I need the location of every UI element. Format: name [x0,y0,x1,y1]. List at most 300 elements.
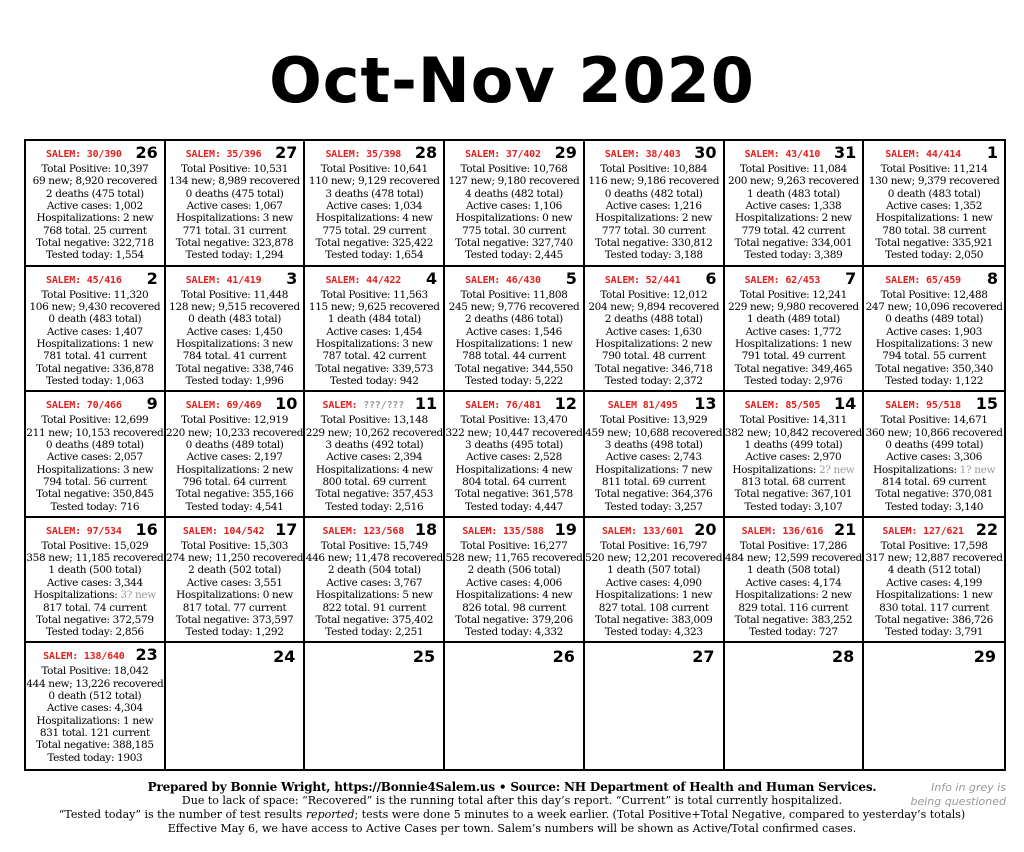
day-cell [305,141,445,267]
stat-line: 459 new; 10,688 recovered [585,426,723,439]
footer-note-tested [0,808,1024,822]
stat-line: 106 new; 9,430 recovered [29,300,161,313]
footer-note-tested-c: ; tests were done 5 minutes to a week earlier. (Total Positive+Total Negative, compared to yesterday’s totals) [354,808,966,821]
stat-line: Total negative: 364,376 [594,488,713,501]
stat-line: 791 total. 49 current [741,350,846,363]
salem-cases-label [725,400,841,411]
stat-line: 1 death (489 total) [747,313,840,326]
day-number: 2 [146,268,158,288]
day-number: 26 [135,143,158,162]
stat-line: Hospitalizations: 2 new [36,212,154,225]
day-stats [305,540,443,639]
salem-cases-label [26,149,142,160]
stat-line: Hospitalizations: 3 new [36,463,154,476]
stat-line: Tested today: 3,389 [744,249,843,262]
day-stats [864,414,1004,513]
stat-line: 317 new; 12,887 recovered [865,552,1003,565]
stat-line: Total Positive: 13,470 [460,414,568,427]
stat-line: Hospitalizations: 3 new [176,212,293,225]
stat-line: Tested today: 3,107 [744,500,843,513]
stat-line: Active cases: 4,199 [886,576,983,589]
day-cell [585,518,725,644]
stat-line: Total negative: 350,340 [875,362,993,375]
stat-line: Total Positive: 11,214 [880,163,988,175]
day-stats [585,414,723,513]
day-cell-header [725,394,863,414]
stat-line: 777 total. 30 current [601,224,706,237]
salem-cases-label [864,526,982,537]
stat-line: Active cases: 1,002 [46,200,143,213]
stat-line: Total Positive: 10,397 [41,163,149,175]
stat-line: Active cases: 1,903 [886,325,983,338]
day-stats [26,163,164,262]
day-cell-header [26,269,164,289]
stat-line: Hospitalizations: 1 new [595,589,713,602]
salem-cases-text: SALEM: 138/640 [43,651,125,663]
stat-line: Active cases: 1,338 [745,200,842,213]
stat-line: 0 death (512 total) [48,690,142,703]
stat-line: 2 deaths (475 total) [45,187,144,200]
day-cell-header [305,143,443,163]
day-number: 6 [705,268,717,288]
stat-line: Total negative: 373,597 [175,613,294,626]
stat-line: 775 total. 29 current [322,224,427,237]
stat-line: Hospitalizations: 2 new [735,212,852,225]
day-number: 1 [986,143,998,162]
day-cell [864,643,1004,769]
stat-line: Hospitalizations: 3 new [875,337,993,350]
stat-line: 0 death (483 total) [887,187,981,200]
stat-line: 788 total. 44 current [462,350,566,363]
stat-line: Hospitalizations: 3 new [315,337,433,350]
stat-line: 0 death (483 total) [188,313,281,326]
stat-line: Active cases: 4,090 [605,576,702,589]
salem-cases-label [445,275,561,286]
salem-cases-label [166,526,282,537]
day-cell [725,392,865,518]
stat-line: 2 death (506 total) [467,564,561,577]
salem-cases-text: SALEM: 46/430 [465,274,541,286]
stat-line: Hospitalizations: 3 new [176,337,293,350]
footer-notes [0,780,1024,836]
stat-line: 110 new; 9,129 recovered [308,175,440,188]
stat-line: 520 new; 12,201 recovered [585,552,723,565]
salem-cases-label [166,400,282,411]
day-cell-header [725,143,863,163]
stat-line: 800 total. 69 current [322,475,427,488]
stat-line: Hospitalizations: 1 new [735,337,852,350]
day-cell-header [166,645,304,665]
stat-line: 3 deaths (492 total) [325,438,424,451]
stat-line: Active cases: 1,352 [886,200,983,213]
stat-line: 220 new; 10,233 recovered [166,426,304,439]
day-number: 4 [426,268,438,288]
salem-cases-label [305,400,421,411]
stat-line: Tested today: 1,654 [325,249,424,262]
stat-line: Hospitalizations: 5 new [315,589,433,602]
stat-line-hospitalizations [725,464,863,476]
day-cell-header [445,143,583,163]
stat-line: Active cases: 1,546 [466,325,562,338]
day-stats [166,540,304,639]
stat-line: Tested today: 2,976 [744,375,843,387]
stat-line: Tested today: 2,251 [325,626,424,639]
stat-line: 794 total. 55 current [882,350,986,363]
stat-line: Tested today: 2,372 [604,375,703,387]
stat-line: 787 total. 42 current [322,350,427,363]
day-cell [445,141,585,267]
salem-cases-label [864,400,982,411]
stat-line: 528 new; 11,765 recovered [445,552,583,565]
stat-line: Active cases: 1,630 [605,325,702,338]
stat-line: Tested today: 1,554 [45,249,144,262]
day-cell-header [26,143,164,163]
day-number: 29 [554,143,577,162]
stat-line: 358 new; 11,185 recovered [26,552,164,565]
day-stats [166,289,304,388]
stat-line: Hospitalizations: 1 new [875,589,993,602]
stat-line: 804 total. 64 current [462,475,566,488]
day-number: 17 [275,519,298,539]
salem-cases-label [725,149,841,160]
day-cell [445,643,585,769]
day-number: 26 [552,647,575,667]
stat-line: Active cases: 2,743 [605,451,702,464]
stat-line: Active cases: 1,450 [186,325,283,338]
day-cell [585,643,725,769]
stat-line: Total negative: 367,101 [734,488,853,501]
stat-line: Total Positive: 11,448 [181,288,289,301]
salem-cases-label [166,275,282,286]
footer-note-tested-b: reported [305,808,355,821]
salem-cases-text: SALEM: 76/481 [465,400,541,412]
stat-line: 768 total. 25 current [43,224,147,237]
day-cell-header [305,520,443,540]
day-cell [725,643,865,769]
stat-line: 200 new; 9,263 recovered [728,175,859,188]
salem-cases-text: SALEM: 133/601 [601,525,684,537]
day-number: 7 [845,268,857,288]
stat-line: Active cases: 3,551 [186,576,283,589]
day-cell-header [445,645,583,665]
stat-line: 0 deaths (489 total) [185,438,284,451]
stat-line: 794 total. 56 current [43,475,147,488]
day-number: 15 [975,394,998,414]
salem-cases-label [585,400,701,411]
stat-line: Tested today: 2,856 [45,626,144,639]
day-stats [864,163,1004,262]
stat-line: Active cases: 3,306 [886,451,983,464]
day-stats [585,540,723,639]
day-cell-header [445,394,583,414]
stat-line: Total Positive: 11,320 [41,288,149,301]
grey-info-note [896,781,1006,809]
stat-line: Total Positive: 18,042 [41,665,149,678]
stat-line: Total negative: 323,878 [175,237,294,250]
hospitalizations-questioned: 3? new [120,589,156,602]
stat-line: Total negative: 346,718 [594,362,713,375]
day-stats [166,163,304,262]
day-number: 24 [273,647,296,667]
stat-line: 322 new; 10,447 recovered [445,426,583,439]
stat-line: Tested today: 1903 [47,751,143,764]
stat-line: 1 deaths (499 total) [744,438,843,451]
stat-line: 127 new; 9,180 recovered [448,175,580,188]
stat-line: Hospitalizations: 2 new [176,463,293,476]
day-number: 27 [692,647,715,667]
stat-line: 831 total. 121 current [39,727,150,740]
day-cell [26,392,166,518]
salem-cases-text: SALEM: 136/616 [741,525,824,537]
stat-line: Hospitalizations: 4 new [315,463,433,476]
salem-cases-label [725,526,841,537]
day-cell [585,141,725,267]
day-number: 12 [554,394,577,414]
hospitalizations-label: Hospitalizations: [732,463,819,476]
stat-line: 116 new; 9,186 recovered [588,175,720,188]
day-number: 10 [275,394,298,414]
salem-cases-text: SALEM: [322,400,364,412]
stat-line: 822 total. 91 current [322,601,427,614]
stat-line: Tested today: 3,791 [885,626,984,639]
footer-note-recovered: Due to lack of space: “Recovered” is the running total after this day’s report. “Current” is total currently hospitalized. [181,794,843,807]
stat-line: 134 new; 8,989 recovered [169,175,300,188]
day-number: 19 [554,519,577,539]
stat-line: Total Positive: 15,303 [181,539,289,552]
day-cell-header [305,645,443,665]
salem-cases-text: SALEM: 44/422 [325,274,402,286]
salem-cases-label [585,526,701,537]
stat-line: 829 total. 116 current [738,601,849,614]
salem-cases-text: SALEM: 97/534 [46,525,122,537]
day-number: 14 [834,394,857,414]
day-cell-header [864,143,1004,163]
stat-line: Hospitalizations: 2 new [595,212,713,225]
stat-line: Hospitalizations: 4 new [455,463,573,476]
stat-line: Tested today: 1,063 [45,375,144,387]
calendar-grid [24,139,1006,771]
stat-line: 0 deaths (475 total) [185,187,284,200]
day-cell [166,267,306,393]
stat-line: Total Positive: 13,148 [320,414,428,427]
stat-line: Total negative: 335,921 [875,237,993,250]
stat-line: 204 new; 9,894 recovered [588,300,720,313]
day-cell [445,267,585,393]
stat-line: 245 new; 9,776 recovered [448,300,580,313]
stat-line: Active cases: 1,454 [326,325,423,338]
stat-line: 827 total. 108 current [598,601,709,614]
day-cell-header [26,394,164,414]
day-number: 8 [986,268,998,288]
stat-line: Total negative: 344,550 [455,362,573,375]
day-cell [305,392,445,518]
stat-line: Hospitalizations: 2 new [595,337,713,350]
stat-line: 229 new; 9,980 recovered [728,300,859,313]
stat-line: Total negative: 386,726 [875,613,993,626]
salem-cases-label [26,651,142,662]
hospitalizations-questioned: 1? new [959,463,996,476]
day-cell [585,267,725,393]
day-number: 28 [832,647,855,667]
stat-line: Tested today: 4,323 [604,626,703,639]
day-number: 11 [414,394,438,414]
day-cell-header [864,520,1004,540]
day-cell [26,267,166,393]
stat-line: Hospitalizations: 0 new [455,212,573,225]
stat-line: Active cases: 4,304 [46,702,143,715]
day-stats [26,665,164,764]
stat-line: 247 new; 10,096 recovered [865,300,1003,313]
day-cell [725,267,865,393]
stat-line: Tested today: 4,332 [464,626,563,639]
salem-cases-text: SALEM: 85/505 [744,400,821,412]
day-cell [725,141,865,267]
stat-line: Active cases: 3,344 [46,576,143,589]
day-cell [305,643,445,769]
stat-line: Active cases: 1,067 [186,200,283,213]
stat-line: Hospitalizations: 2 new [735,589,852,602]
stat-line: Total negative: 379,206 [455,613,573,626]
stat-line: Active cases: 2,970 [745,451,842,464]
day-cell [166,518,306,644]
salem-cases-text: SALEM: 65/459 [885,274,961,286]
day-cell [305,518,445,644]
stat-line: 817 total. 77 current [182,601,287,614]
hospitalizations-label: Hospitalizations: [33,589,121,602]
stat-line: 1 death (507 total) [607,564,701,577]
day-cell [864,518,1004,644]
stat-line: Total negative: 339,573 [315,362,434,375]
salem-cases-label [585,275,701,286]
stat-line: Total negative: 334,001 [734,237,853,250]
stat-line: Tested today: 4,541 [185,500,284,513]
stat-line: 484 new; 12,599 recovered [724,552,862,565]
day-cell-header [166,143,304,163]
salem-cases-text: SALEM: 104/542 [182,525,265,537]
stat-line: 780 total. 38 current [882,224,986,237]
stat-line: 115 new; 9,625 recovered [308,300,440,313]
stat-line: Active cases: 2,057 [46,451,143,464]
day-cell-header [166,269,304,289]
day-number: 25 [412,647,436,667]
stat-line: Total Positive: 17,598 [880,539,988,552]
stat-line: 2 deaths (486 total) [465,313,563,326]
stat-line: Total negative: 388,185 [36,739,154,752]
stat-line: 1 death (508 total) [747,564,840,577]
stat-line: 0 death (483 total) [48,313,142,326]
stat-line: Total negative: 322,718 [36,237,154,250]
stat-line: Total Positive: 15,029 [41,539,149,552]
day-number: 18 [414,519,438,539]
stat-line: 4 death (512 total) [887,564,981,577]
stat-line: Total negative: 349,465 [734,362,853,375]
stat-line: Hospitalizations: 1 new [875,212,993,225]
stat-line: Total negative: 327,740 [455,237,573,250]
day-cell-header [585,394,723,414]
stat-line: 1 death (484 total) [327,313,421,326]
stat-line: Total negative: 357,453 [315,488,434,501]
stat-line: 4 deaths (482 total) [465,187,563,200]
salem-cases-text: SALEM: 127/621 [882,525,964,537]
stat-line: 130 new; 9,379 recovered [868,175,1000,188]
stat-line: Total Positive: 15,749 [320,539,428,552]
day-number: 3 [286,268,298,288]
stat-line: Active cases: 2,394 [326,451,423,464]
salem-cases-text: SALEM: 41/419 [185,274,262,286]
day-cell [166,392,306,518]
day-stats [725,414,863,513]
stat-line: 3 deaths (498 total) [604,438,703,451]
stat-line: 382 new; 10,842 recovered [724,426,862,439]
stat-line: Total Positive: 12,919 [181,414,289,427]
day-stats [305,163,443,262]
day-cell-header [445,520,583,540]
stat-line: Tested today: 2,516 [325,500,424,513]
day-number: 5 [565,268,577,288]
day-cell-header [585,645,723,665]
day-cell-header [864,269,1004,289]
stat-line: 444 new; 13,226 recovered [26,677,164,690]
stat-line: Total negative: 336,878 [36,362,154,375]
day-cell [864,392,1004,518]
stat-line: 813 total. 68 current [741,475,846,488]
day-stats [305,414,443,513]
stat-line: Active cases: 1,216 [605,200,702,213]
day-cell-header [166,394,304,414]
stat-line: Hospitalizations: 0 new [176,589,293,602]
stat-line: Active cases: 4,174 [745,576,842,589]
day-stats [585,289,723,388]
stat-line: Tested today: 716 [50,500,140,513]
stat-line: Tested today: 1,996 [185,375,284,387]
stat-line: 360 new; 10,866 recovered [865,426,1003,439]
day-stats [26,289,164,388]
day-stats [864,540,1004,639]
day-number: 9 [146,394,158,414]
stat-line: 1 death (483 total) [747,187,840,200]
day-cell-header [725,520,863,540]
day-cell-header [864,394,1004,414]
stat-line: 826 total. 98 current [462,601,566,614]
day-cell [26,141,166,267]
stat-line: Total Positive: 12,012 [600,288,708,301]
stat-line: Total negative: 325,422 [315,237,434,250]
stat-line: Total Positive: 10,884 [600,163,708,175]
day-cell-header [26,520,164,540]
stat-line: Tested today: 1,292 [185,626,284,639]
day-number: 23 [135,645,158,665]
day-cell-header [166,520,304,540]
stat-line: Total Positive: 10,768 [460,163,568,175]
salem-cases-text: SALEM: 135/588 [462,525,544,537]
day-cell [445,518,585,644]
stat-line: 811 total. 69 current [601,475,706,488]
day-stats [585,163,723,262]
day-stats [725,163,863,262]
stat-line: 830 total. 117 current [879,601,990,614]
stat-line: Hospitalizations: 7 new [595,463,713,476]
stat-line: Tested today: 5,222 [464,375,563,387]
salem-cases-label [305,275,421,286]
stat-line: 0 deaths (489 total) [45,438,144,451]
stat-line: Hospitalizations: 4 new [315,212,433,225]
stat-line: 779 total. 42 current [741,224,846,237]
day-cell-header [305,394,443,414]
hospitalizations-questioned: 2? new [818,463,855,476]
stat-line: Active cases: 1,106 [466,200,562,213]
stat-line: Tested today: 942 [329,375,419,387]
day-stats [864,289,1004,388]
